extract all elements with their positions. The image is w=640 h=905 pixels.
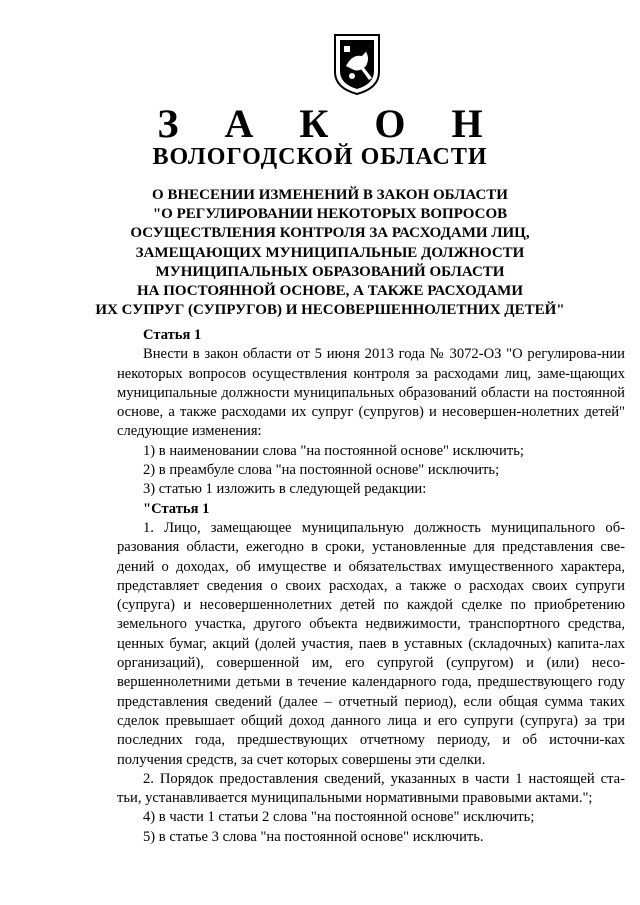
coat-of-arms-icon [332,32,382,96]
article-part-2: 2. Порядок предоставления сведений, указанных в части 1 настоящей ста-тьи, устанавливается муниципальными нормативными правовыми актами."; [117,770,625,807]
heading-line: "О РЕГУЛИРОВАНИИ НЕКОТОРЫХ ВОПРОСОВ [152,206,508,223]
quoted-article-title: "Статья 1 [143,500,210,517]
heading-line: ИХ СУПРУГ (СУПРУГОВ) И НЕСОВЕРШЕННОЛЕТНИХ ДЕТЕЙ" [95,302,565,319]
list-item: 5) в статье 3 слова "на постоянной основе" исключить. [143,828,484,845]
article-part-1: 1. Лицо, замещающее муниципальную должность муниципального об-разования области, ежегодно в сроки, установленные для представления све-дений о доходах, об имуществе и обязательствах имущественного характера, представляет сведения о своих расходах, а также о расходах своих супруги (супруга) и несовершеннолетних детей по каждой сделке по приобретению земельного участка, другого объекта недвижимости, транспортного средства, ценных бумаг, акций (долей участия, паев в уставных (складочных) капита-лах организаций), совершенной им, его супругой (супругом) и (или) несо-вершеннолетними детьми в течение календарного года, предшествующего году представления сведений (далее – отчетный период), если общая сумма таких сделок превышает общий доход данного лица и его супруги (супруга) за три последних года, предшествующих отчетному периоду, и об источни-ках получения средств, за счет которых совершены эти сделки. [117,519,625,768]
list-item: 2) в преамбуле слова "на постоянной основе" исключить; [143,462,500,479]
list-item: 4) в части 1 статьи 2 слова "на постоянной основе" исключить; [143,809,535,826]
heading-line: НА ПОСТОЯННОЙ ОСНОВЕ, А ТАКЖЕ РАСХОДАМИ [137,283,523,300]
document-subtitle: ВОЛОГОДСКОЙ ОБЛАСТИ [152,144,488,170]
heading-line: О ВНЕСЕНИИ ИЗМЕНЕНИЙ В ЗАКОН ОБЛАСТИ [152,187,508,203]
article-title: Статья 1 [143,327,202,343]
heading-line: ОСУЩЕСТВЛЕНИЯ КОНТРОЛЯ ЗА РАСХОДАМИ ЛИЦ, [130,225,530,242]
list-item: 3) статью 1 изложить в следующей редакции: [143,481,427,498]
document-body [117,326,625,847]
law-heading [60,186,600,320]
heading-line: МУНИЦИПАЛЬНЫХ ОБРАЗОВАНИЙ ОБЛАСТИ [155,263,505,280]
heading-line: ЗАМЕЩАЮЩИХ МУНИЦИПАЛЬНЫЕ ДОЛЖНОСТИ [135,244,525,261]
coat-of-arms-emblem [332,32,382,96]
article-intro: Внести в закон области от 5 июня 2013 года № 3072-ОЗ "О регулирова-нии некоторых вопросов осуществления контроля за расходами лиц, заме-щающих муниципальные должности муниципальных образований области на постоянной основе, а также расходами их супруг (супругов) и несовершен-нолетних детей" следующие изменения: [117,346,625,440]
list-item: 1) в наименовании слова "на постоянной основе" исключить; [143,442,524,459]
document-title: З А К О Н [157,101,501,146]
